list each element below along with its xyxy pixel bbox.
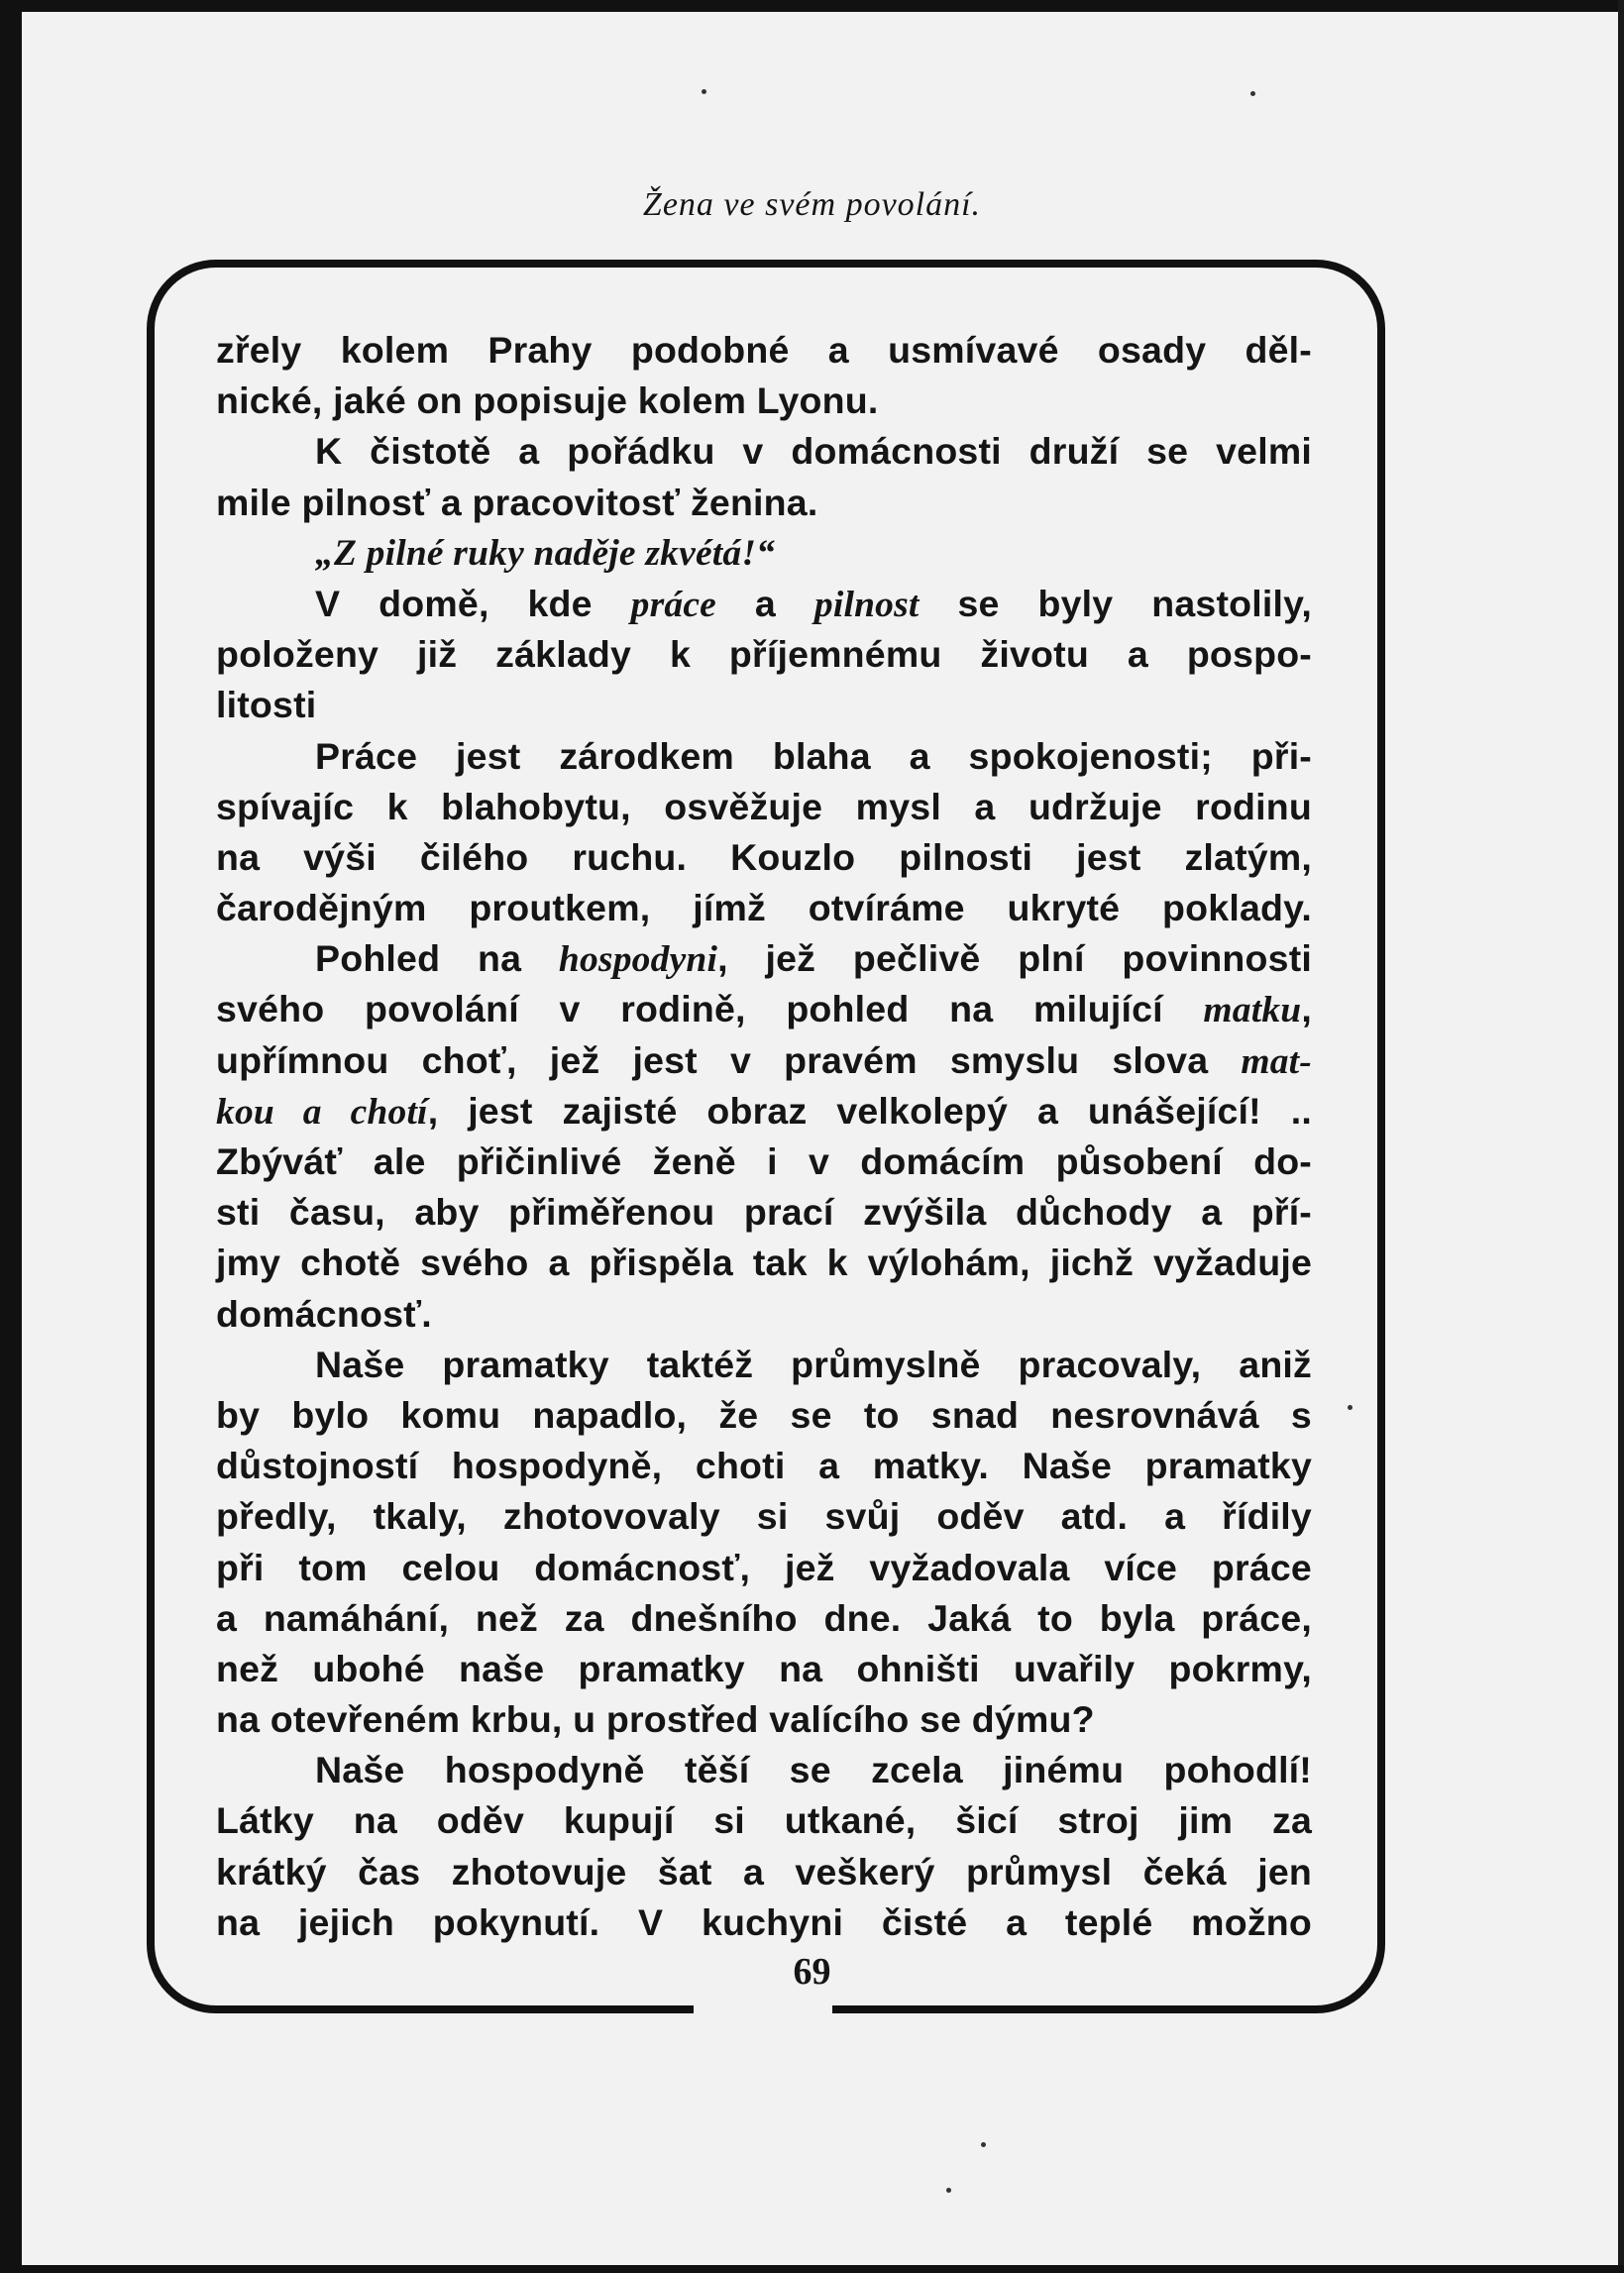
text-fragment: svého povolání v rodině, pohled na milující [216, 988, 1204, 1030]
speck [702, 89, 706, 94]
page-header: Žena ve svém povolání. [642, 186, 982, 223]
text-fragment: upřímnou choť, jež jest v pravém smyslu slova [216, 1038, 1242, 1081]
text-line [216, 1086, 1312, 1136]
body-text [216, 325, 1312, 1948]
text-line: K čistotě a pořádku v domácnosti druží se velmi [315, 430, 1312, 473]
text-line [216, 984, 1312, 1034]
text-line: krátký čas zhotovuje šat a veškerý průmysl čeká jen [216, 1850, 1312, 1893]
text-fragment: , jest zajisté obraz velkolepý a unášející! .. [427, 1089, 1312, 1132]
text-line: na jejich pokynutí. V kuchyni čisté a teplé možno [216, 1900, 1312, 1943]
text-line [216, 1035, 1312, 1086]
text-line: Zbýváť ale přičinlivé ženě i v domácím působení do- [216, 1140, 1312, 1182]
speck [1348, 1405, 1353, 1410]
text-fragment: mat- [1241, 1040, 1312, 1082]
text-line: Látky na oděv kupují si utkané, šicí stroj jim za [216, 1799, 1312, 1842]
page-edge-top [0, 0, 1624, 12]
text-line: a namáhání, než za dnešního dne. Jaká to byla práce, [216, 1596, 1312, 1639]
page-number: 69 [793, 1951, 831, 1993]
text-line: důstojností hospodyně, choti a matky. Naše pramatky [216, 1445, 1312, 1487]
text-fragment: hospodyni [558, 939, 718, 981]
text-line: čarodějným proutkem, jímž otvíráme ukryté poklady. [216, 887, 1312, 929]
text-line: domácnosť. [216, 1292, 432, 1335]
text-fragment: se byly nastolily, [919, 582, 1312, 624]
page-edge-left [0, 0, 22, 2273]
text-line: zřely kolem Prahy podobné a usmívavé osady děl- [216, 329, 1312, 371]
text-line: na výši čilého ruchu. Kouzlo pilnosti jest zlatým, [216, 835, 1312, 878]
text-line: Naše hospodyně těší se zcela jinému pohodlí! [315, 1749, 1312, 1791]
text-fragment: práce [630, 584, 717, 625]
text-line: litosti [216, 684, 317, 726]
text-fragment: pilnost [813, 584, 920, 625]
text-line: spívajíc k blahobytu, osvěžuje mysl a udržuje rodinu [216, 785, 1312, 827]
text-line: „Z pilné ruky naděje zkvétá!“ [315, 532, 776, 574]
text-line: předly, tkaly, zhotovovaly si svůj oděv atd. a řídily [216, 1495, 1312, 1538]
text-line: položeny již základy k příjemnému životu a pospo- [216, 633, 1312, 676]
text-line [216, 579, 1312, 629]
text-fragment: , [1301, 988, 1312, 1030]
text-fragment: V domě, kde [315, 582, 631, 624]
speck [1250, 91, 1255, 96]
text-line: by bylo komu napadlo, že se to snad nesrovnává s [216, 1393, 1312, 1436]
text-line [216, 933, 1312, 984]
text-fragment: kou a chotí [216, 1091, 428, 1133]
text-line: při tom celou domácnosť, jež vyžadovala více práce [216, 1546, 1312, 1588]
speck [946, 2188, 951, 2193]
page-edge-right [1618, 0, 1624, 2273]
footer-gap [694, 1992, 832, 2035]
text-line: na otevřeném krbu, u prostřed valícího se dýmu? [216, 1698, 1095, 1741]
text-fragment: matku [1203, 990, 1302, 1031]
text-line: jmy chotě svého a přispěla tak k výlohám, jichž vyžaduje [216, 1242, 1312, 1284]
speck [981, 2142, 986, 2147]
text-line: Naše pramatky taktéž průmyslně pracovaly, aniž [315, 1343, 1312, 1385]
page-edge-bottom [0, 2265, 1624, 2273]
text-fragment: , jež pečlivě plní povinnosti [717, 937, 1313, 980]
text-fragment: a [716, 582, 814, 624]
text-line: Práce jest zárodkem blaha a spokojenosti; při- [315, 734, 1312, 777]
text-line: než ubohé naše pramatky na ohništi uvařily pokrmy, [216, 1647, 1312, 1689]
text-line: mile pilnosť a pracovitosť ženina. [216, 481, 818, 523]
text-line: sti času, aby přiměřenou prací zvýšila důchody a pří- [216, 1191, 1312, 1234]
text-fragment: Pohled na [315, 937, 559, 980]
text-line: nické, jaké on popisuje kolem Lyonu. [216, 379, 879, 422]
